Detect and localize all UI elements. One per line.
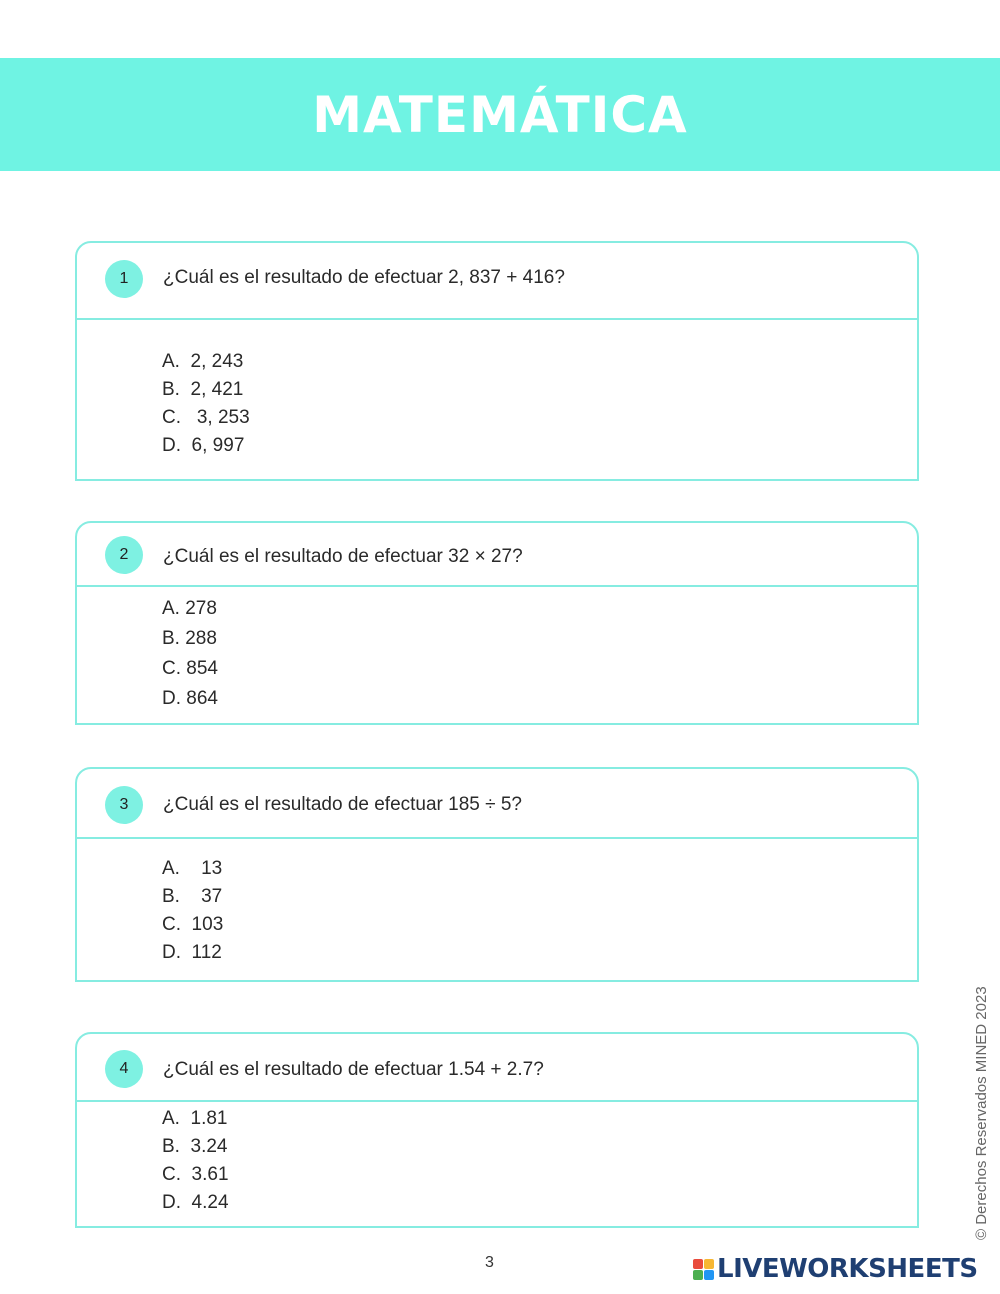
question-header	[77, 523, 917, 587]
title-banner	[0, 58, 1000, 171]
option-c[interactable]: C. 103	[162, 914, 224, 935]
logo-square	[693, 1259, 703, 1269]
option-a[interactable]: A. 13	[162, 858, 223, 879]
logo-square	[704, 1259, 714, 1269]
option-d[interactable]: D. 6, 997	[162, 435, 245, 456]
option-b[interactable]: B. 2, 421	[162, 379, 244, 400]
question-header	[77, 243, 917, 320]
option-b[interactable]: B. 3.24	[162, 1136, 228, 1157]
page-title: MATEMÁTICA	[312, 85, 688, 144]
brand-name: LIVEWORKSHEETS	[717, 1254, 978, 1284]
option-c[interactable]: C. 3, 253	[162, 407, 250, 428]
question-header	[77, 1034, 917, 1102]
question-header	[77, 769, 917, 839]
question-card-1	[75, 241, 919, 481]
question-text: ¿Cuál es el resultado de efectuar 2, 837 + 416?	[163, 267, 565, 288]
option-d[interactable]: D. 4.24	[162, 1192, 229, 1213]
copyright-notice: © Derechos Reservados MINED 2023	[973, 986, 990, 1240]
question-text: ¿Cuál es el resultado de efectuar 185 ÷ 5?	[163, 794, 522, 815]
question-number-badge: 4	[105, 1050, 143, 1088]
logo-square	[704, 1270, 714, 1280]
page-number: 3	[485, 1254, 494, 1271]
option-a[interactable]: A. 2, 243	[162, 351, 244, 372]
logo-square	[693, 1270, 703, 1280]
question-text: ¿Cuál es el resultado de efectuar 1.54 + 2.7?	[163, 1059, 544, 1080]
option-b[interactable]: B. 37	[162, 886, 223, 907]
question-card-3	[75, 767, 919, 982]
option-b[interactable]: B. 288	[162, 628, 217, 649]
question-text: ¿Cuál es el resultado de efectuar 32 × 27?	[163, 546, 523, 567]
option-c[interactable]: C. 3.61	[162, 1164, 229, 1185]
question-number-badge: 3	[105, 786, 143, 824]
liveworksheets-logo[interactable]	[693, 1254, 978, 1284]
logo-grid-icon	[693, 1259, 714, 1280]
question-number-badge: 2	[105, 536, 143, 574]
option-a[interactable]: A. 278	[162, 598, 217, 619]
option-d[interactable]: D. 864	[162, 688, 218, 709]
question-card-4	[75, 1032, 919, 1228]
option-c[interactable]: C. 854	[162, 658, 218, 679]
question-card-2	[75, 521, 919, 725]
question-number-badge: 1	[105, 260, 143, 298]
option-d[interactable]: D. 112	[162, 942, 222, 963]
option-a[interactable]: A. 1.81	[162, 1108, 228, 1129]
